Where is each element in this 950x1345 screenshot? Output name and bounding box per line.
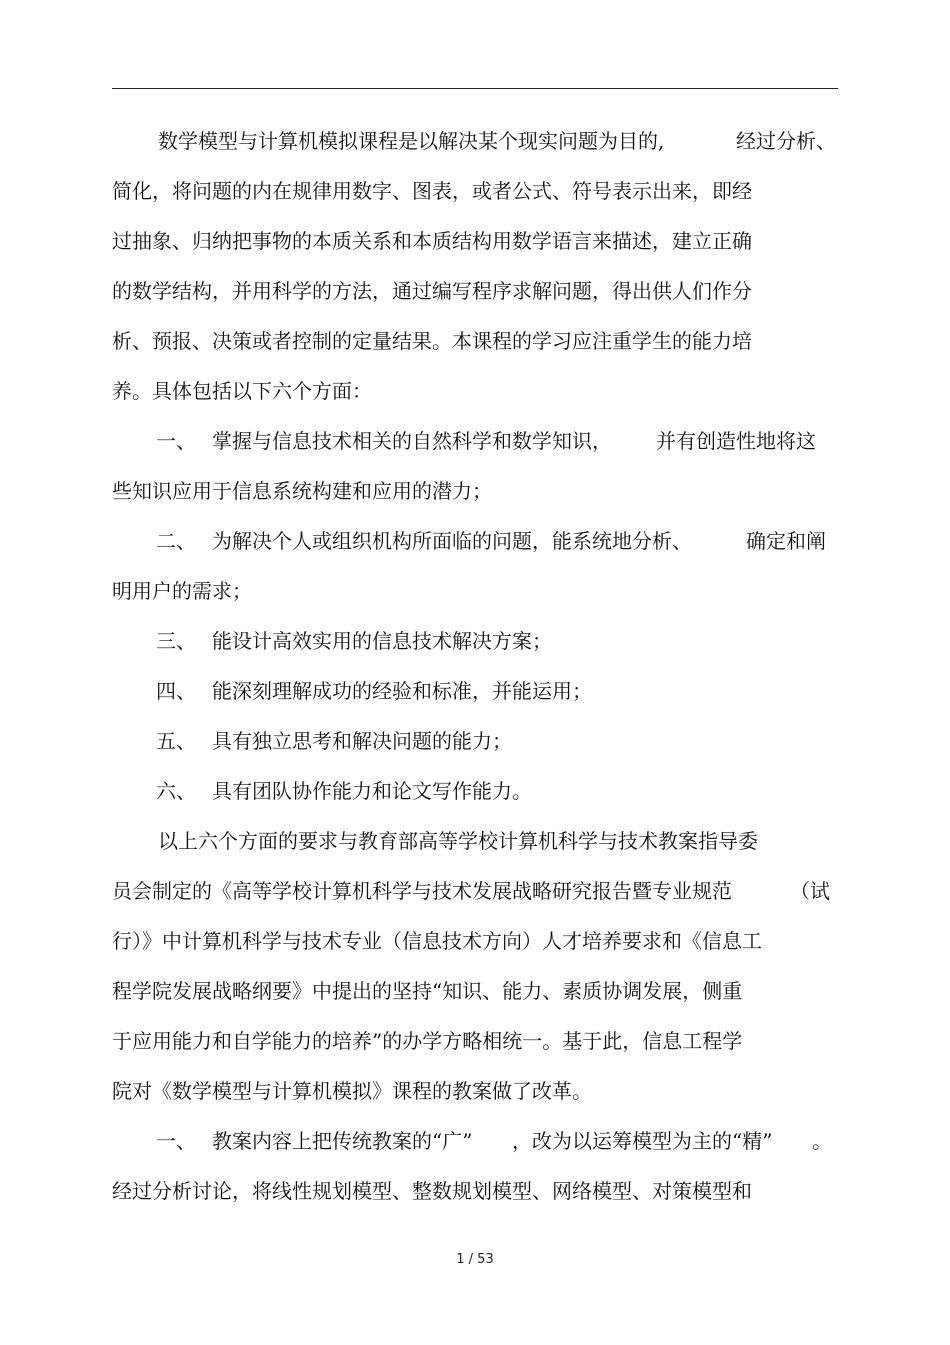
item-text: ，改为以运筹模型为主的“精” (512, 1129, 773, 1153)
intro-text: 数学模型与计算机模拟课程是以解决某个现实问题为目的, (158, 129, 665, 153)
summary-line-4 (0, 979, 743, 1003)
item-text: 并有创造性地将这 (656, 429, 816, 453)
item-marker: 五、 (156, 729, 196, 753)
intro-line-1 (0, 129, 836, 153)
item-marker: 一、 (156, 429, 196, 453)
intro-line-6 (0, 379, 372, 403)
summary-text: 于应用能力和自学能力的培养”的办学方略相统一。基于此，信息工程学 (112, 1029, 743, 1053)
header-rule (112, 88, 838, 89)
summary-line-1 (0, 829, 758, 853)
list-item (0, 429, 816, 453)
item-text: 些知识应用于信息系统构建和应用的潜力； (112, 479, 492, 503)
intro-line-5 (0, 329, 752, 353)
summary-line-3 (0, 929, 762, 953)
list-item-continuation (0, 1179, 752, 1203)
item-text: 能设计高效实用的信息技术解决方案； (212, 629, 552, 653)
item-text: 确定和阐 (746, 529, 826, 553)
intro-line-4 (0, 279, 752, 303)
summary-line-2 (0, 879, 830, 903)
summary-text: 行）》中计算机科学与技术专业（信息技术方向）人才培养要求和《信息工 (112, 929, 762, 953)
item-marker: 三、 (156, 629, 196, 653)
intro-line-3 (0, 229, 752, 253)
list-item (0, 679, 592, 703)
summary-line-5 (0, 1029, 743, 1053)
summary-text: （试 (790, 879, 830, 903)
list-item (0, 1129, 832, 1153)
item-text: 具有团队协作能力和论文写作能力。 (212, 779, 532, 803)
item-marker: 二、 (156, 529, 196, 553)
intro-text: 的数学结构，并用科学的方法，通过编写程序求解问题，得出供人们作分 (112, 279, 752, 303)
list-item (0, 529, 826, 553)
item-text: 经过分析讨论，将线性规划模型、整数规划模型、网络模型、对策模型和 (112, 1179, 752, 1203)
list-item-continuation (0, 579, 252, 603)
page-number: 1 / 53 (456, 1252, 494, 1267)
item-text: 能深刻理解成功的经验和标准，并能运用； (212, 679, 592, 703)
summary-text: 程学院发展战略纲要》中提出的坚持“知识、能力、素质协调发展，侧重 (112, 979, 743, 1003)
intro-text: 经过分析、 (736, 129, 836, 153)
list-item (0, 779, 532, 803)
item-text: 。 (812, 1129, 832, 1153)
intro-text: 析、预报、决策或者控制的定量结果。本课程的学习应注重学生的能力培 (112, 329, 752, 353)
summary-text: 员会制定的《高等学校计算机科学与技术发展战略研究报告暨专业规范 (112, 879, 732, 903)
summary-text: 院对《数学模型与计算机模拟》课程的教案做了改革。 (112, 1079, 592, 1103)
item-marker: 四、 (156, 679, 196, 703)
item-text: 掌握与信息技术相关的自然科学和数学知识， (212, 429, 612, 453)
intro-line-2 (0, 179, 752, 203)
item-text: 具有独立思考和解决问题的能力； (212, 729, 512, 753)
item-text: 明用户的需求； (112, 579, 252, 603)
item-text: 教案内容上把传统教案的“广” (212, 1129, 473, 1153)
list-item (0, 729, 512, 753)
summary-line-6 (0, 1079, 592, 1103)
item-marker: 六、 (156, 779, 196, 803)
intro-text: 简化，将问题的内在规律用数字、图表，或者公式、符号表示出来，即经 (112, 179, 752, 203)
intro-text: 养。具体包括以下六个方面： (112, 379, 372, 403)
intro-text: 过抽象、归纳把事物的本质关系和本质结构用数学语言来描述，建立正确 (112, 229, 752, 253)
list-item (0, 629, 552, 653)
item-marker: 一、 (156, 1129, 196, 1153)
item-text: 为解决个人或组织机构所面临的问题，能系统地分析、 (212, 529, 692, 553)
summary-text: 以上六个方面的要求与教育部高等学校计算机科学与技术教案指导委 (158, 829, 758, 853)
list-item-continuation (0, 479, 492, 503)
